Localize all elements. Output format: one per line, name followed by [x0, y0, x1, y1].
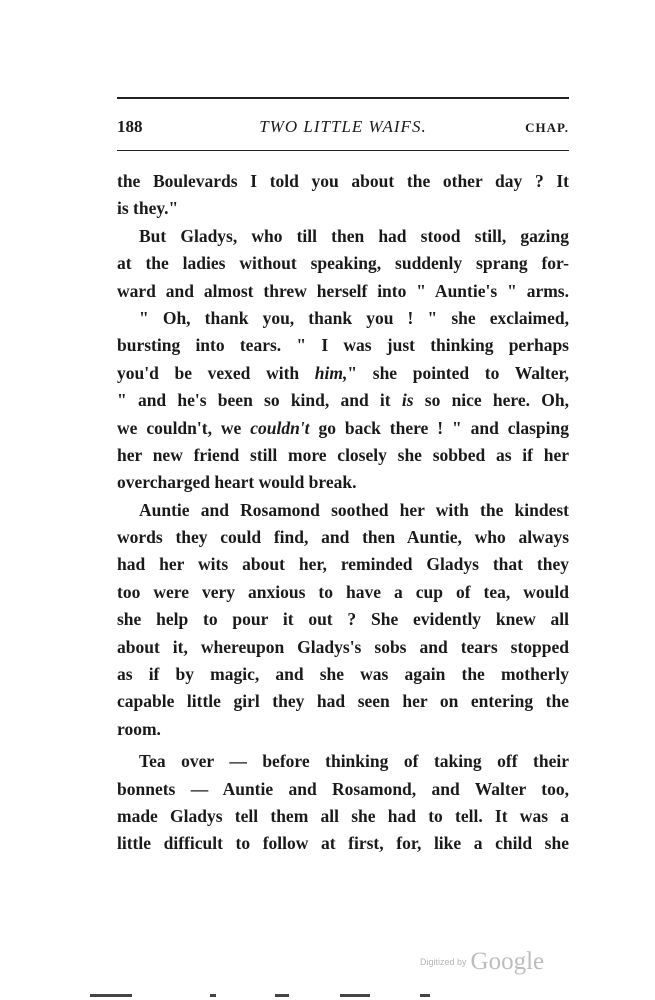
- speck: [210, 994, 216, 997]
- text-line: about it, whereupon Gladys's sobs and tears stopped: [117, 636, 569, 657]
- text-line: bonnets — Auntie and Rosamond, and Walter too,: [117, 778, 569, 799]
- text-line: ward and almost threw herself into " Auntie's " arms.: [117, 280, 569, 301]
- text-line: But Gladys, who till then had stood still, gazing: [139, 225, 569, 246]
- text-line: her new friend still more closely she sobbed as if her: [117, 444, 569, 465]
- emphasis: him,: [314, 362, 348, 383]
- text-line: too were very anxious to have a cup of tea, would: [117, 581, 569, 602]
- digitized-by-label: Digitized by: [420, 957, 467, 967]
- text-line: capable little girl they had seen her on entering the: [117, 691, 569, 712]
- text-line: Tea over — before thinking of taking off their: [139, 751, 569, 772]
- text-run: we couldn't, we: [117, 417, 251, 438]
- digitized-by-google-watermark: [420, 948, 544, 976]
- text-line: overcharged heart would break.: [117, 472, 357, 493]
- speck: [420, 994, 430, 997]
- text-line: room.: [117, 718, 161, 739]
- text-run: so nice here. Oh,: [413, 390, 569, 411]
- page-number: 188: [117, 117, 143, 136]
- text-run: you'd be vexed with: [117, 362, 315, 383]
- text-line-mixed: [117, 415, 569, 442]
- text-line: had her wits about her, reminded Gladys that they: [117, 554, 569, 575]
- google-logo: Google: [470, 948, 545, 975]
- text-line: is they.": [117, 198, 179, 219]
- text-line: words they could find, and then Auntie, who always: [117, 527, 569, 548]
- header-bottom-rule: [117, 150, 569, 151]
- text-line: she help to pour it out ? She evidently knew all: [117, 609, 569, 630]
- page-body: [117, 168, 569, 858]
- text-line: " Oh, thank you, thank you ! " she exclaimed,: [139, 307, 569, 328]
- emphasis: is: [401, 390, 414, 411]
- header-top-rule: [117, 97, 569, 99]
- text-line: the Boulevards I told you about the other day ? It: [117, 171, 569, 191]
- scan-artifact-specks: [90, 992, 560, 1000]
- text-line-mixed: [117, 387, 569, 414]
- text-line-mixed: [117, 360, 569, 387]
- text-run: go back there ! " and clasping: [309, 417, 569, 438]
- running-header: [117, 113, 569, 141]
- speck: [90, 994, 132, 997]
- running-title: TWO LITTLE WAIFS.: [259, 117, 427, 136]
- text-run: " she pointed to Walter,: [347, 362, 569, 383]
- text-line: little difficult to follow at first, for, like a child she: [117, 833, 569, 854]
- text-line: Auntie and Rosamond soothed her with the kindest: [139, 499, 569, 520]
- emphasis: couldn't: [250, 417, 310, 438]
- text-line: bursting into tears. " I was just thinking perhaps: [117, 335, 569, 356]
- text-line: at the ladies without speaking, suddenly sprang for-: [117, 253, 569, 274]
- text-run: " and he's been so kind, and it: [117, 390, 402, 411]
- text-line: made Gladys tell them all she had to tell. It was a: [117, 805, 569, 826]
- speck: [275, 994, 289, 997]
- speck: [340, 994, 370, 997]
- chapter-label: CHAP.: [525, 120, 569, 135]
- text-line: as if by magic, and she was again the motherly: [117, 664, 569, 685]
